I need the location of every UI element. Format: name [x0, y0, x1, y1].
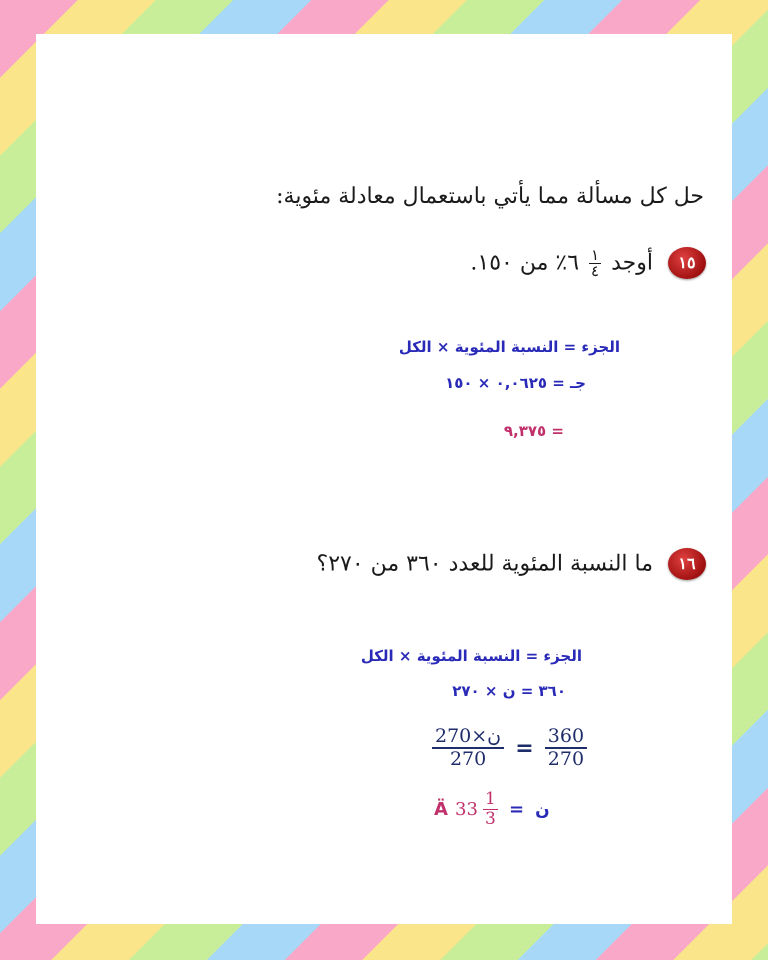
problem-15-solution-line-2: جـ = ٠,٠٦٢٥ × ١٥٠: [445, 374, 586, 392]
result-fraction: [483, 790, 498, 829]
result-whole: 33: [455, 799, 478, 820]
problem-16-solution-line-2: ٣٦٠ = ن × ٢٧٠: [452, 682, 566, 700]
problem-16-result: [434, 790, 550, 829]
problem-15-question: [66, 247, 706, 279]
problem-15-solution-result: = ٩,٣٧٥: [503, 422, 564, 440]
equation-fraction-left-numerator: 360: [545, 726, 587, 749]
result-variable: ن: [535, 799, 550, 820]
result-fraction-denominator: 3: [485, 809, 496, 829]
equation-fraction-right-side: [432, 726, 504, 770]
problem-15-fraction-numerator: ١: [591, 245, 600, 264]
problem-15-rest: ٦٪ من ١٥٠.: [470, 250, 580, 276]
problem-15-fraction: [589, 245, 601, 280]
result-fraction-numerator: 1: [485, 789, 496, 809]
problem-16-question-text: ما النسبة المئوية للعدد ٣٦٠ من ٢٧٠؟: [316, 551, 653, 577]
worksheet-page: [36, 34, 732, 924]
result-suffix: Ä: [434, 799, 448, 820]
problem-15-number-badge: ١٥: [668, 247, 706, 279]
problem-15-prefix: أوجد: [611, 250, 653, 276]
problem-16-fraction-equation: [432, 726, 587, 770]
instruction-text: حل كل مسألة مما يأتي باستعمال معادلة مئوية:: [276, 184, 704, 209]
problem-16-question: [66, 548, 706, 580]
equation-fraction-left-side: [545, 726, 587, 770]
result-equals-sign: =: [508, 799, 525, 820]
equation-fraction-right-denominator: 270: [449, 748, 487, 770]
equals-sign: =: [515, 735, 534, 761]
problem-16-number-badge: ١٦: [668, 548, 706, 580]
problem-16-solution-line-1: الجزء = النسبة المئوية × الكل: [360, 647, 582, 665]
problem-15-fraction-denominator: ٤: [591, 261, 600, 280]
equation-fraction-left-denominator: 270: [547, 748, 585, 770]
equation-fraction-right-numerator: ن×270: [432, 726, 504, 749]
problem-15-solution-line-1: الجزء = النسبة المئوية × الكل: [398, 338, 620, 356]
